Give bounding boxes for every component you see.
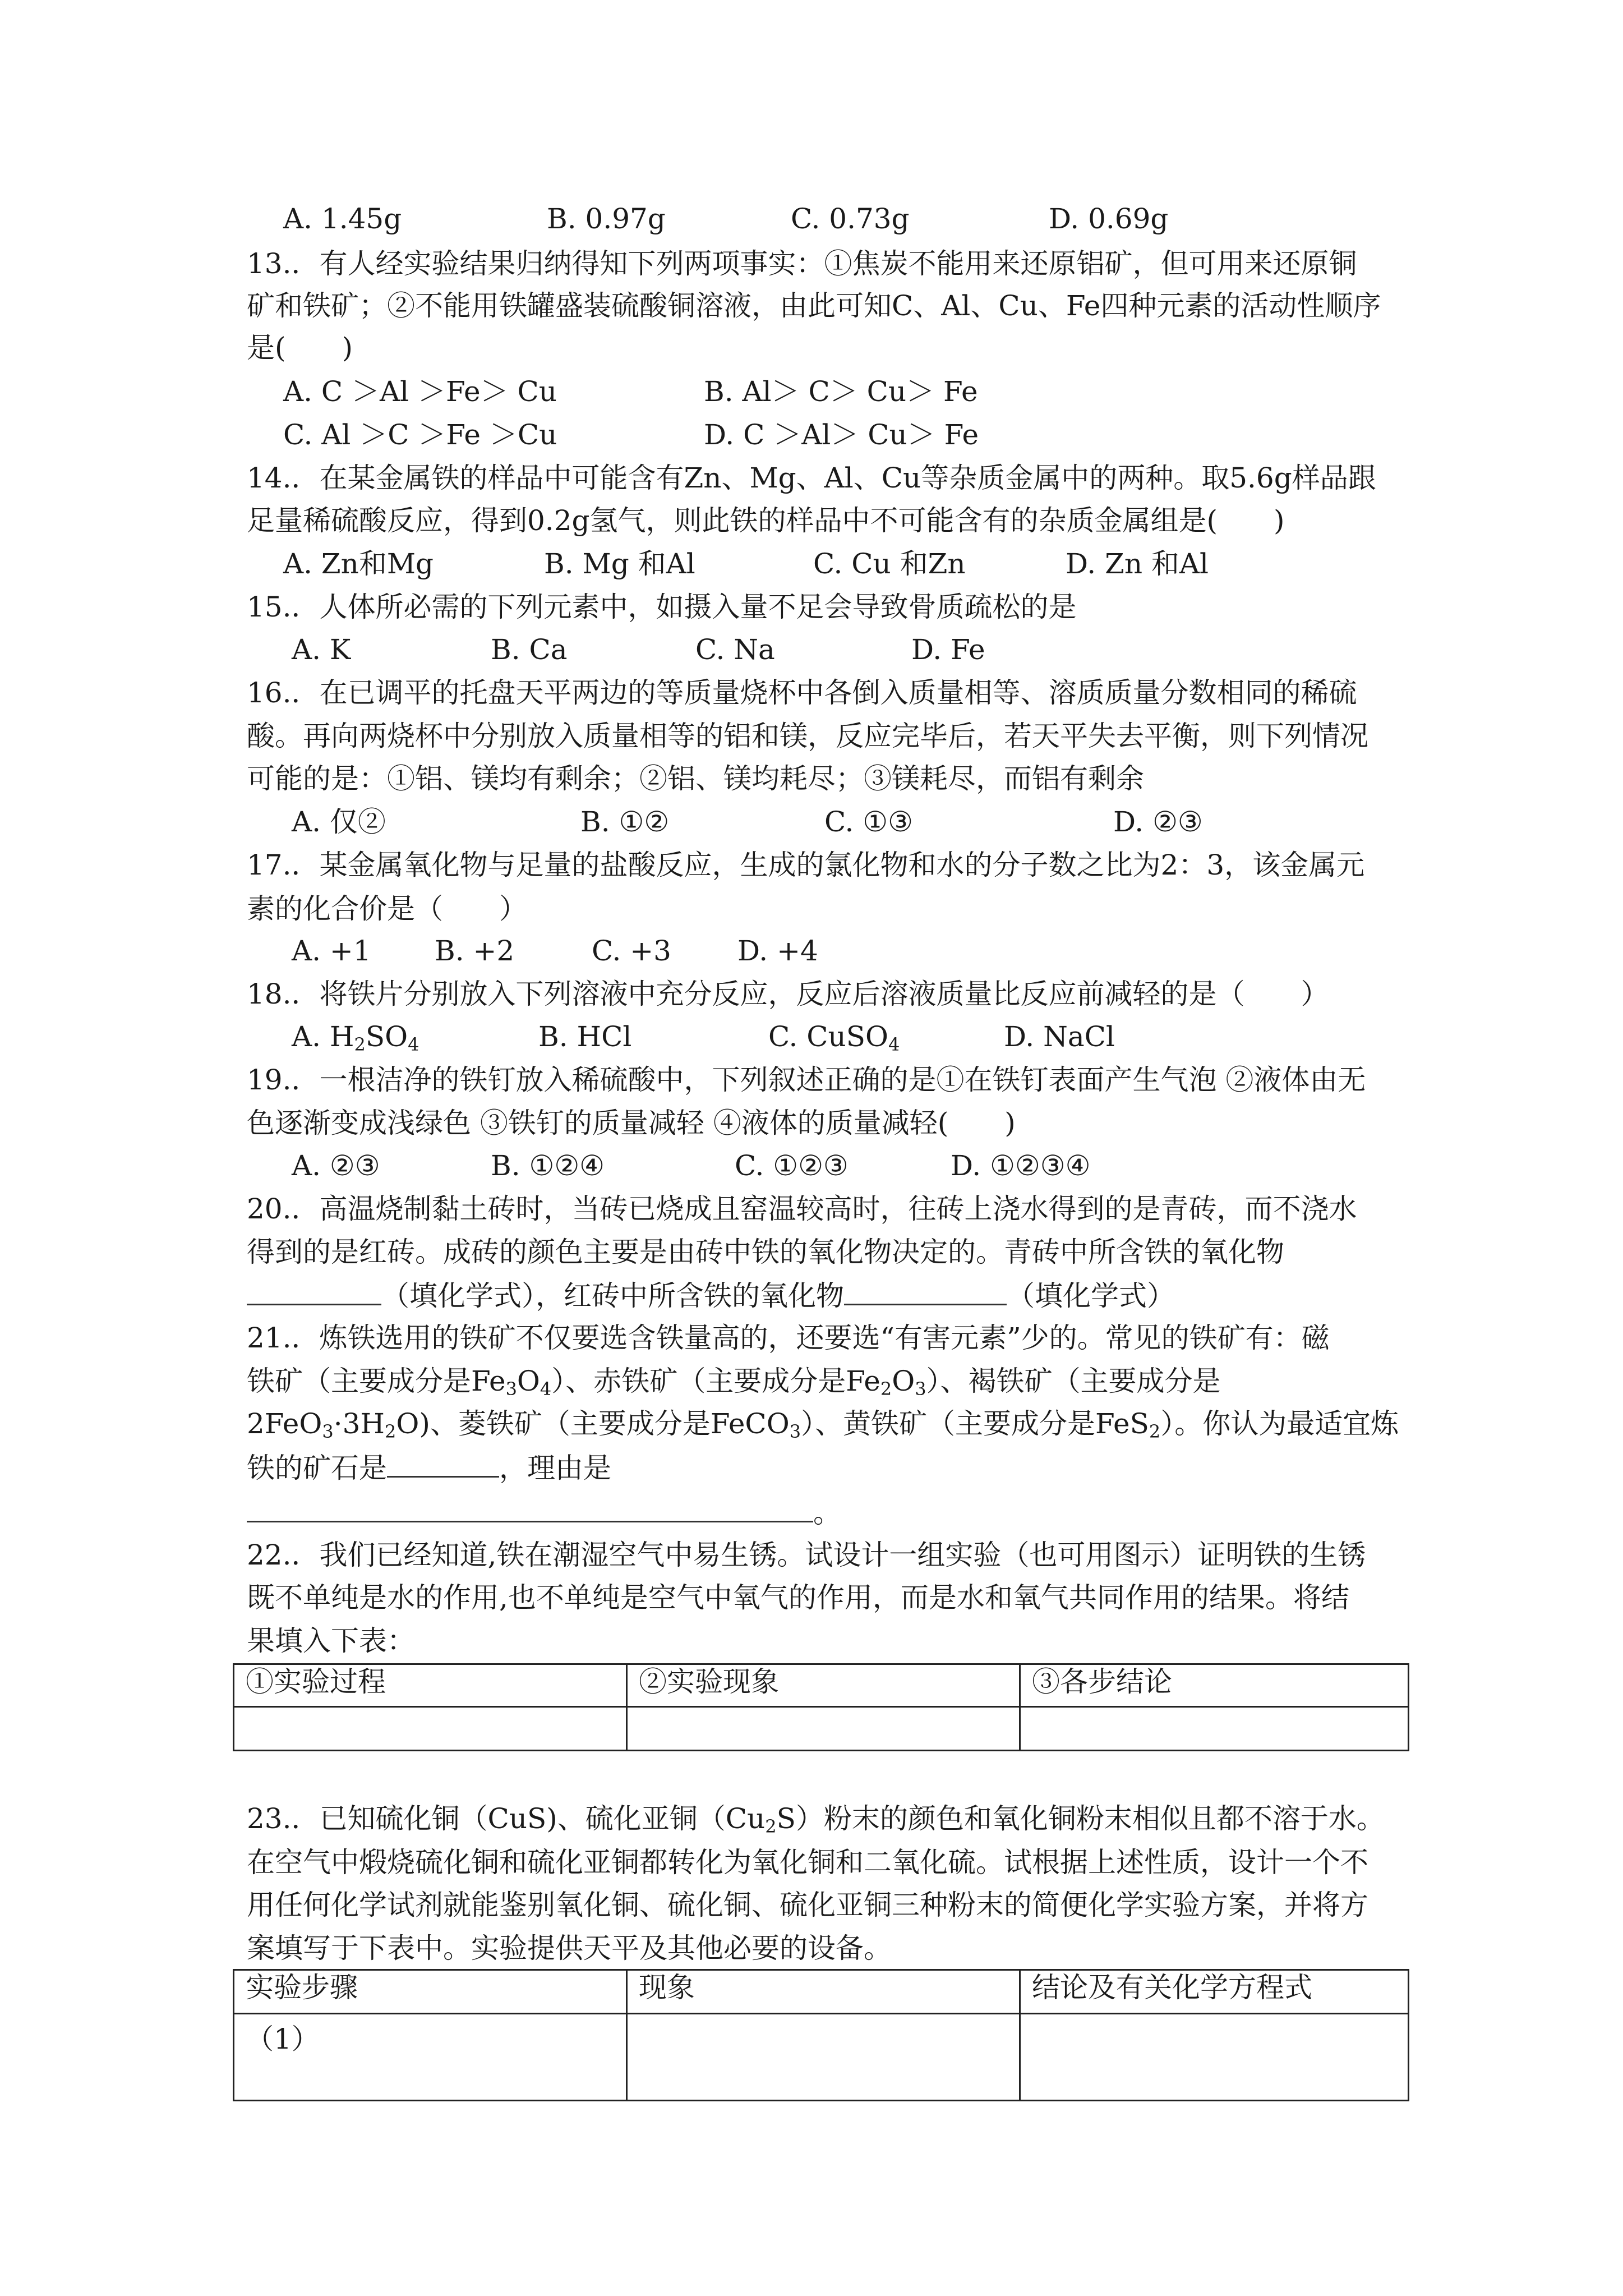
q15-line-1: 15.．人体所必需的下列元素中，如摄入量不足会导致骨质疏松的是	[247, 591, 1077, 623]
q21-line-1: 21.．炼铁选用的铁矿不仅要选含铁量高的，还要选“有害元素”少的。常见的铁矿有：磁	[247, 1322, 1330, 1354]
q23-table	[233, 1969, 1409, 2101]
q21-line-3: $2FeO_3\cdot 3H_2O$)、菱铁矿（主要成分是FeCO$_3$）、黄铁矿（主要成分是FeS$_2$）。你认为最适宜炼	[247, 1407, 1399, 1442]
q20-blank-2[interactable]	[844, 1278, 1007, 1305]
q22-table	[233, 1663, 1409, 1751]
q18-option-d: D. NaCl	[1004, 1020, 1115, 1053]
q22-header-process: ①实验过程	[234, 1664, 627, 1707]
q17-option-a: A. +1	[292, 935, 371, 967]
q17-option-c: C. +3	[592, 935, 671, 967]
q23-line-2: 在空气中煅烧硫化铜和硫化亚铜都转化为氧化铜和二氧化硫。试根据上述性质，设计一个不	[247, 1846, 1368, 1879]
q16-option-b: B. ①②	[580, 806, 670, 838]
q16-line-2: 酸。再向两烧杯中分别放入质量相等的铝和镁，反应完毕后，若天平失去平衡，则下列情况	[247, 720, 1368, 752]
q13-line-1: 13.．有人经实验结果归纳得知下列两项事实：①焦炭不能用来还原铝矿，但可用来还原铜	[247, 247, 1357, 280]
q22-line-3: 果填入下表：	[247, 1625, 415, 1657]
q22-line-1: 22.．我们已经知道,铁在潮湿空气中易生锈。试设计一组实验（也可用图示）证明铁的生锈	[247, 1539, 1366, 1571]
q16-option-c: C. ①③	[824, 806, 913, 838]
q21-line-5: 。	[247, 1495, 841, 1529]
q20-line-1: 20.．高温烧制黏土砖时，当砖已烧成且窑温较高时，往砖上浇水得到的是青砖，而不浇水	[247, 1193, 1357, 1225]
q22-cell-process[interactable]	[234, 1707, 627, 1751]
q23-line-1: 23.．已知硫化铜（CuS)、硫化亚铜$(Cu_2S)$粉末的颜色和氧化铜粉末相似且都不溶于水。	[247, 1802, 1385, 1837]
q18-option-c: C. CuSO$_4$	[768, 1020, 900, 1055]
q18-option-a: A. $H_2SO_4$	[292, 1020, 419, 1055]
q19-option-a: A. ②③	[292, 1149, 380, 1182]
q14-option-a: A. Zn和Mg	[283, 547, 434, 580]
q15-option-c: C. Na	[695, 633, 775, 666]
q19-line-1: 19.．一根洁净的铁钉放入稀硫酸中，下列叙述正确的是①在铁钉表面产生气泡 ②液体由无	[247, 1064, 1366, 1096]
q18-line-1: 18.．将铁片分别放入下列溶液中充分反应，反应后溶液质量比反应前减轻的是（ ）	[247, 978, 1329, 1010]
q14-option-b: B. Mg 和Al	[544, 547, 695, 580]
q22-cell-phenomenon[interactable]	[627, 1707, 1020, 1751]
q19-option-d: D. ①②③④	[951, 1149, 1091, 1182]
q20-line-2: 得到的是红砖。成砖的颜色主要是由砖中铁的氧化物决定的。青砖中所含铁的氧化物	[247, 1236, 1284, 1268]
q17-line-1: 17.．某金属氧化物与足量的盐酸反应，生成的氯化物和水的分子数之比为2：3，该金属元	[247, 849, 1365, 881]
q16-option-a: A. 仅②	[292, 806, 386, 838]
q23-cell-conclusion-1[interactable]	[1020, 2014, 1409, 2101]
q12-option-b: B. 0.97g	[547, 203, 666, 235]
q23-cell-step-1[interactable]: （1）	[234, 2014, 627, 2101]
q15-option-b: B. Ca	[491, 633, 568, 666]
q23-cell-phenomenon-1[interactable]	[627, 2014, 1020, 2101]
q23-line-4: 案填写于下表中。实验提供天平及其他必要的设备。	[247, 1932, 892, 1964]
q12-option-c: C. 0.73g	[791, 203, 910, 235]
q12-option-d: D. 0.69g	[1049, 203, 1169, 235]
q13-line-2: 矿和铁矿；②不能用铁罐盛装硫酸铜溶液，由此可知C、Al、Cu、Fe四种元素的活动性顺序	[247, 289, 1381, 322]
q22-cell-conclusion[interactable]	[1020, 1707, 1409, 1751]
q18-option-b: B. HCl	[538, 1020, 632, 1053]
q17-line-2: 素的化合价是（ ）	[247, 892, 527, 925]
q15-option-d: D. Fe	[911, 633, 985, 666]
q14-line-2: 足量稀硫酸反应，得到0.2g氢气，则此铁的样品中不可能含有的杂质金属组是( )	[247, 504, 1285, 537]
q19-line-2: 色逐渐变成浅绿色 ③铁钉的质量减轻 ④液体的质量减轻( )	[247, 1107, 1016, 1139]
q23-header-phenomenon: 现象	[627, 1970, 1020, 2014]
q17-option-b: B. +2	[435, 935, 515, 967]
q16-line-1: 16.．在已调平的托盘天平两边的等质量烧杯中各倒入质量相等、溶质质量分数相同的稀硫	[247, 677, 1357, 709]
q14-line-1: 14.．在某金属铁的样品中可能含有Zn、Mg、Al、Cu等杂质金属中的两种。取5.6g样品跟	[247, 462, 1376, 494]
q14-option-d: D. Zn 和Al	[1066, 547, 1209, 580]
q13-option-b: B. Al＞ C＞ Cu＞ Fe	[704, 375, 978, 408]
q22-header-phenomenon: ②实验现象	[627, 1664, 1020, 1707]
q22-line-2: 既不单纯是水的作用,也不单纯是空气中氧气的作用，而是水和氧气共同作用的结果。将结	[247, 1581, 1349, 1614]
q16-line-3: 可能的是：①铝、镁均有剩余；②铝、镁均耗尽；③镁耗尽，而铝有剩余	[247, 762, 1144, 795]
q16-option-d: D. ②③	[1113, 806, 1203, 838]
q12-option-a: A. 1.45g	[283, 203, 402, 235]
q23-line-3: 用任何化学试剂就能鉴别氧化铜、硫化铜、硫化亚铜三种粉末的简便化学实验方案，并将方	[247, 1889, 1368, 1921]
q22-header-conclusion: ③各步结论	[1020, 1664, 1409, 1707]
q23-header-conclusion: 结论及有关化学方程式	[1020, 1970, 1409, 2014]
q14-option-c: C. Cu 和Zn	[813, 547, 966, 580]
q15-option-a: A. K	[292, 633, 351, 666]
q19-option-b: B. ①②④	[491, 1149, 605, 1182]
q21-line-2: 铁矿（主要成分是$Fe_3O_4$）、赤铁矿（主要成分是$Fe_2O_3$）、褐铁矿（主要成分是	[247, 1365, 1221, 1400]
q13-line-3: 是( )	[247, 332, 353, 364]
q21-line-4: 铁的矿石是 ，理由是	[247, 1450, 611, 1484]
q13-option-a: A. C ＞Al ＞Fe＞ Cu	[283, 375, 557, 408]
q20-blank-1[interactable]	[247, 1278, 381, 1305]
q20-line-3: （填化学式），红砖中所含铁的氧化物 （填化学式）	[247, 1278, 1175, 1312]
q23-header-steps: 实验步骤	[234, 1970, 627, 2014]
q17-option-d: D. +4	[737, 935, 818, 967]
q13-option-d: D. C ＞Al＞ Cu＞ Fe	[704, 418, 979, 451]
q21-blank-ore[interactable]	[387, 1450, 499, 1478]
q21-blank-reason[interactable]	[247, 1495, 813, 1522]
q19-option-c: C. ①②③	[735, 1149, 849, 1182]
q13-option-c: C. Al ＞C ＞Fe ＞Cu	[283, 418, 557, 451]
